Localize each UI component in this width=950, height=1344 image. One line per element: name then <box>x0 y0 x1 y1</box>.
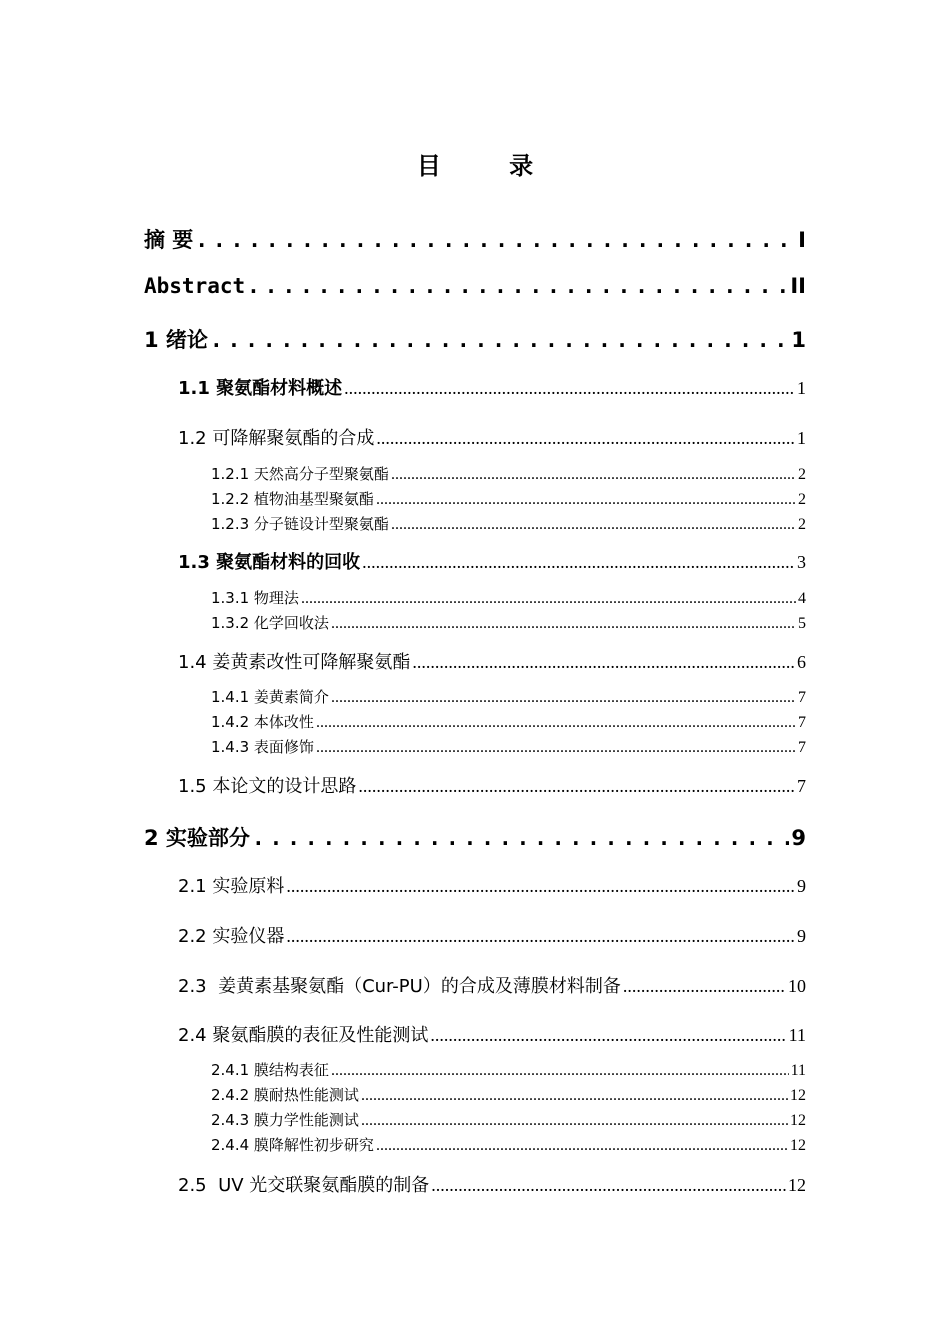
dot-leader <box>376 1137 788 1155</box>
dot-leader <box>344 378 795 399</box>
toc-entry-2-3[interactable] <box>178 972 806 998</box>
toc-entry-1-2[interactable] <box>178 424 806 450</box>
dot-leader <box>391 516 796 534</box>
dot-leader <box>252 826 789 850</box>
toc-entry-page: 10 <box>788 976 806 996</box>
toc-entry-page: 1 <box>797 378 806 398</box>
toc-entry-label: 1.4.2 本体改性 <box>211 713 314 731</box>
dot-leader <box>623 976 786 997</box>
toc-entry-1-2-2[interactable] <box>211 488 806 509</box>
toc-entry-label: 2.4.1 膜结构表征 <box>211 1061 329 1079</box>
toc-entry-label: 2.4.2 膜耐热性能测试 <box>211 1086 359 1104</box>
toc-entry-page: 9 <box>797 926 806 946</box>
toc-entry-1-5[interactable] <box>178 772 806 798</box>
dot-leader <box>361 1112 788 1130</box>
toc-entry-label: 1.2.1 天然高分子型聚氨酯 <box>211 465 389 483</box>
toc-entry-label: 摘 要 <box>144 228 194 252</box>
toc-entry-page: 7 <box>798 689 806 706</box>
toc-entry-2-4-4[interactable] <box>211 1134 806 1155</box>
toc-entry-label: 2.5 UV 光交联聚氨酯膜的制备 <box>178 1175 430 1196</box>
toc-entry-page: 3 <box>797 552 806 572</box>
dot-leader <box>331 1062 789 1080</box>
toc-entry-1-2-3[interactable] <box>211 513 806 534</box>
toc-entry-page: II <box>790 274 806 298</box>
toc-entry-label: 1.1 聚氨酯材料概述 <box>178 378 343 399</box>
toc-entry-page: 7 <box>797 776 806 796</box>
toc-entry-abstract-cn[interactable] <box>144 224 806 254</box>
dot-leader <box>247 274 788 298</box>
toc-entry-abstract-en[interactable] <box>144 274 806 298</box>
toc-entry-page: 12 <box>790 1112 806 1129</box>
dot-leader <box>331 689 796 707</box>
toc-entry-label: 1.4.1 姜黄素简介 <box>211 688 329 706</box>
toc-entry-1-3[interactable] <box>178 548 806 574</box>
toc-entry-page: 2 <box>798 491 806 508</box>
dot-leader <box>391 466 796 484</box>
toc-entry-page: 12 <box>790 1137 806 1154</box>
toc-entry-label: 1.3 聚氨酯材料的回收 <box>178 552 361 573</box>
dot-leader <box>376 428 795 449</box>
toc-entry-2-2[interactable] <box>178 922 806 948</box>
toc-entry-chapter-2[interactable] <box>144 822 806 852</box>
toc-entry-page: 2 <box>798 466 806 483</box>
toc-entry-label: 2.4.3 膜力学性能测试 <box>211 1111 359 1129</box>
dot-leader <box>362 552 795 573</box>
dot-leader <box>430 1025 786 1046</box>
toc-entry-1-4-3[interactable] <box>211 736 806 757</box>
toc-entry-label: 2.4 聚氨酯膜的表征及性能测试 <box>178 1025 429 1046</box>
toc-entry-label: 1.4.3 表面修饰 <box>211 738 314 756</box>
toc-entry-1-2-1[interactable] <box>211 463 806 484</box>
dot-leader <box>412 652 795 673</box>
toc-entry-2-4-3[interactable] <box>211 1109 806 1130</box>
toc-entry-page: 1 <box>791 328 806 352</box>
toc-entry-page: 6 <box>797 652 806 672</box>
toc-entry-label: 2.1 实验原料 <box>178 876 285 897</box>
toc-entry-2-1[interactable] <box>178 872 806 898</box>
dot-leader <box>431 1175 786 1196</box>
toc-entry-label: 2.2 实验仪器 <box>178 926 285 947</box>
toc-entry-page: 2 <box>798 516 806 533</box>
dot-leader <box>286 926 795 947</box>
dot-leader <box>286 876 795 897</box>
toc-entry-label: 1.2.3 分子链设计型聚氨酯 <box>211 515 389 533</box>
toc-entry-label: 1.3.1 物理法 <box>211 589 299 607</box>
toc-entry-page: 11 <box>790 1062 806 1079</box>
dot-leader <box>316 739 796 757</box>
toc-entry-1-3-2[interactable] <box>211 612 806 633</box>
toc-entry-label: 1.2.2 植物油基型聚氨酯 <box>211 490 374 508</box>
dot-leader <box>361 1087 788 1105</box>
toc-entry-1-3-1[interactable] <box>211 587 806 608</box>
toc-entry-label: 2 实验部分 <box>144 826 250 850</box>
toc-entry-page: 11 <box>788 1025 806 1045</box>
toc-entry-page: 1 <box>797 428 806 448</box>
toc-entry-page: 5 <box>798 615 806 632</box>
toc-entry-2-4-1[interactable] <box>211 1059 806 1080</box>
toc-entry-page: 9 <box>797 876 806 896</box>
toc-entry-page: 4 <box>798 590 806 607</box>
toc-entry-page: I <box>798 228 806 252</box>
dot-leader <box>331 615 796 633</box>
toc-entry-label: 1.3.2 化学回收法 <box>211 614 329 632</box>
toc-entry-page: 12 <box>790 1087 806 1104</box>
toc-entry-label: 1.4 姜黄素改性可降解聚氨酯 <box>178 652 411 673</box>
toc-entry-2-4-2[interactable] <box>211 1084 806 1105</box>
toc-entry-chapter-1[interactable] <box>144 324 806 354</box>
toc-entry-page: 7 <box>798 739 806 756</box>
toc-entry-2-5[interactable] <box>178 1171 806 1197</box>
dot-leader <box>210 328 789 352</box>
toc-entry-1-4[interactable] <box>178 648 806 674</box>
toc-entry-page: 7 <box>798 714 806 731</box>
toc-entry-1-1[interactable] <box>178 374 806 400</box>
dot-leader <box>376 491 796 509</box>
toc-entry-label: 1.5 本论文的设计思路 <box>178 776 357 797</box>
toc-entry-page: 9 <box>791 826 806 850</box>
dot-leader <box>358 776 795 797</box>
toc-entry-2-4[interactable] <box>178 1021 806 1047</box>
toc-entry-label: 2.4.4 膜降解性初步研究 <box>211 1136 374 1154</box>
toc-entry-label: 1 绪论 <box>144 328 208 352</box>
dot-leader <box>301 590 796 608</box>
toc-entry-label: 1.2 可降解聚氨酯的合成 <box>178 428 375 449</box>
toc-entry-1-4-2[interactable] <box>211 711 806 732</box>
dot-leader <box>316 714 796 732</box>
toc-entry-label: 2.3 姜黄素基聚氨酯（Cur-PU）的合成及薄膜材料制备 <box>178 976 621 997</box>
dot-leader <box>195 228 796 252</box>
page-title: 目 录 <box>416 152 564 180</box>
toc-entry-page: 12 <box>788 1175 806 1195</box>
toc-entry-1-4-1[interactable] <box>211 686 806 707</box>
toc-entry-label: Abstract <box>144 274 246 298</box>
